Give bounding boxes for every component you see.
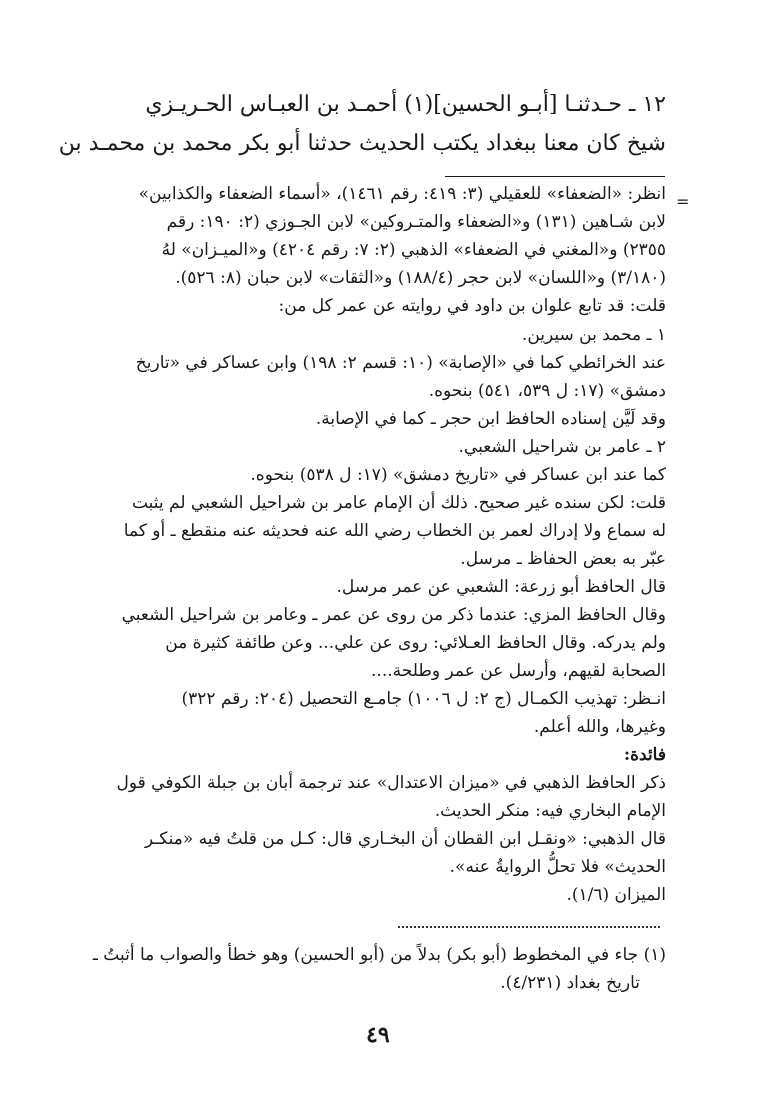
main-text-line-2: شيخ كان معنا ببغداد يكتب الحديث حدثنا أبو بكر محمد بن محمـد بن <box>58 131 666 156</box>
footnote-line: ذكر الحافظ الذهبي في «ميزان الاعتدال» عند ترجمة أبان بن جبلة الكوفي قول <box>116 773 666 793</box>
footnote-line: قال الحافظ أبو زرعة: الشعبي عن عمر مرسل. <box>336 577 666 597</box>
end-footnote-line-1: (١) جاء في المخطوط (أبو بكر) بدلاً من (أبو الحسين) وهو خطأ والصواب ما أثبتُ ـ <box>92 945 666 965</box>
dotted-separator <box>398 926 660 928</box>
footnote-line: لابن شـاهين (١٣١) و«الضعفاء والمتـروكين» لابن الجـوزي (٢: ١٩٠: رقم <box>166 212 666 232</box>
footnote-heading-faida: فائدة: <box>623 745 666 765</box>
main-text-line-1: ١٢ ـ حـدثنـا [أبـو الحسين](١) أحمـد بن العبـاس الحـريـزي <box>145 92 666 117</box>
footnote-line: انظر: «الضعفاء» للعقيلي (٣: ٤١٩: رقم ١٤٦١)، «أسماء الضعفاء والكذابين» <box>138 184 666 204</box>
footnote-line: قال الذهبي: «ونقـل ابن القطان أن البخـاري قال: كـل من قلتُ فيه «منكـر <box>144 829 666 849</box>
footnote-line: له سماع ولا إدراك لعمر بن الخطاب رضي الله عنه فحديثه عنه منقطع ـ أو كما <box>123 521 666 541</box>
footnote-line: الإمام البخاري فيه: منكر الحديث. <box>434 801 666 821</box>
footnote-line: وغيرها، والله أعلم. <box>533 717 666 737</box>
footnote-line: ١ ـ محمد بن سيرين. <box>521 325 666 345</box>
end-footnote-line-2: تاريخ بغداد (٤/٢٣١). <box>500 973 640 993</box>
footnote-line: عبّر به بعض الحفاظ ـ مرسل. <box>460 549 666 569</box>
footnote-line: الصحابة لقيهم، وأرسل عن عمر وطلحة.... <box>371 661 666 681</box>
footnote-line: (٣/١٨٠) و«اللسان» لابن حجر (١٨٨/٤) و«الثقات» لابن حبان (٨: ٥٢٦). <box>175 268 666 288</box>
footnote-line: الحديث» فلا تحلُّ الروايةُ عنه». <box>449 857 666 877</box>
footnote-line: عند الخرائطي كما في «الإصابة» (١٠: قسم ٢: ١٩٨) وابن عساكر في «تاريخ <box>135 353 666 373</box>
footnote-line: وقد لَيَّن إسناده الحافظ ابن حجر ـ كما في الإصابة. <box>315 409 666 429</box>
footnote-line: وقال الحافظ المزي: عندما ذكر من روى عن عمر ـ وعامر بن شراحيل الشعبي <box>121 605 666 625</box>
footnote-line: كما عند ابن عساكر في «تاريخ دمشق» (١٧: ل ٥٣٨) بنحوه. <box>250 465 666 485</box>
continuation-mark: = <box>676 192 690 211</box>
footnote-line: ولم يدركه. وقال الحافظ العـلائي: روى عن علي... وعن طائفة كثيرة من <box>165 633 666 653</box>
footnote-line: قلت: لكن سنده غير صحيح. ذلك أن الإمام عامر بن شراحيل الشعبي لم يثبت <box>131 493 666 513</box>
footnote-separator <box>445 176 665 177</box>
page-number: ٤٩ <box>366 1022 390 1048</box>
footnote-line: دمشق» (١٧: ل ٥٣٩، ٥٤١) بنحوه. <box>428 381 666 401</box>
footnote-line: الميزان (١/٦). <box>566 885 666 905</box>
footnote-line: انـظر: تهذيب الكمـال (ج ٢: ل ١٠٠٦) جامـع التحصيل (٢٠٤: رقم ٣٢٢) <box>181 689 666 709</box>
footnote-line: ٢ ـ عامر بن شراحيل الشعبي. <box>458 437 666 457</box>
footnote-line: قلت: قد تابع علوان بن داود في روايته عن عمر كل من: <box>278 296 666 316</box>
footnote-line: ٢٣٥٥) و«المغني في الضعفاء» الذهبي (٢: ٧: رقم ٤٢٠٤) و«الميـزان» لهُ <box>161 240 666 260</box>
